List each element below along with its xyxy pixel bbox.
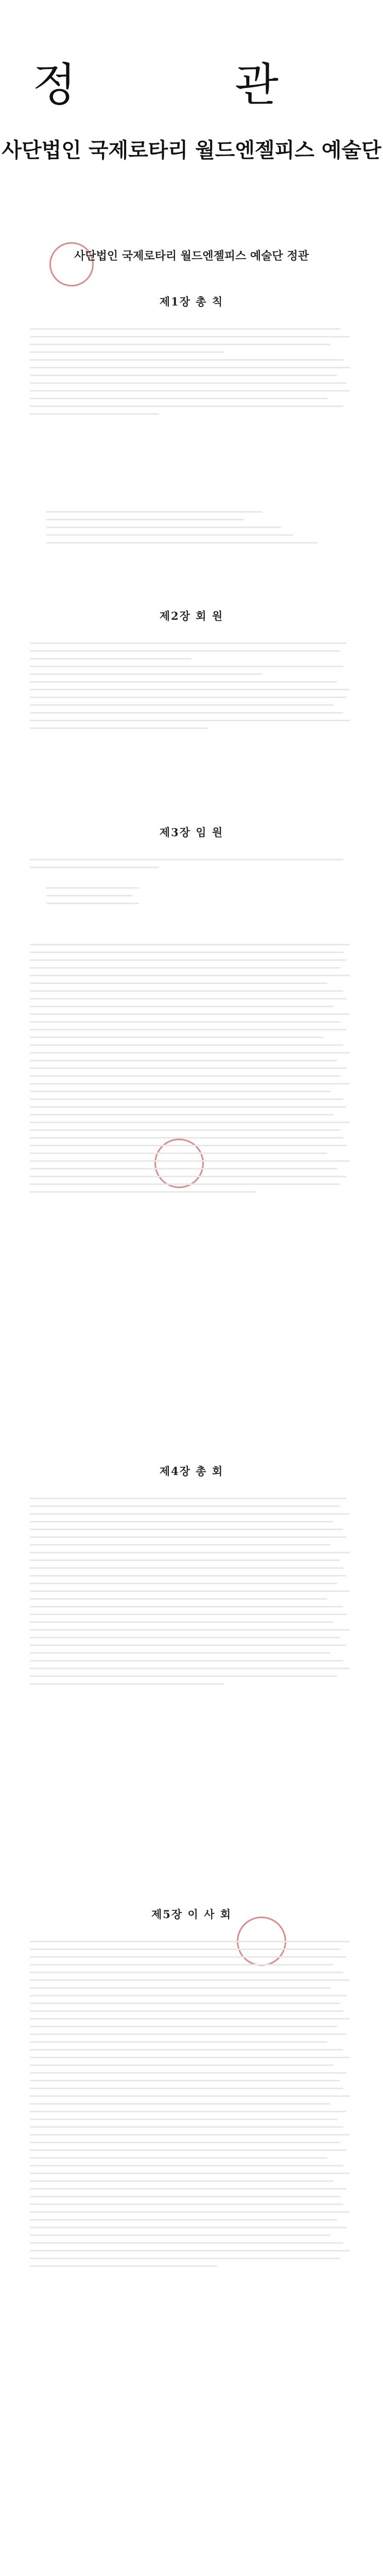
item-list	[46, 881, 355, 910]
document-header	[0, 0, 383, 170]
chapter-heading: 제3장 임 원	[159, 826, 224, 839]
chapter-heading: 제5장 이 사 회	[151, 1908, 232, 1921]
chapter-heading: 제4장 총 회	[159, 1465, 224, 1478]
chapter-heading: 제2장 회 원	[159, 609, 224, 622]
page-title: 정 관	[32, 58, 351, 111]
document-body	[0, 216, 383, 2576]
document-heading: 사단법인 국제로타리 월드엔젤피스 예술단 정관	[74, 249, 309, 263]
item-list	[46, 505, 355, 550]
paragraph-block	[30, 938, 353, 1199]
paragraph-block	[30, 636, 353, 735]
paragraph-block	[30, 1935, 353, 2273]
paragraph-block	[30, 322, 353, 421]
paragraph-block	[30, 853, 353, 874]
paragraph-block	[30, 1492, 353, 1691]
chapter-heading: 제1장 총 칙	[159, 295, 224, 308]
corporation-name: 사단법인 국제로타리 월드엔젤피스 예술단	[2, 139, 381, 162]
